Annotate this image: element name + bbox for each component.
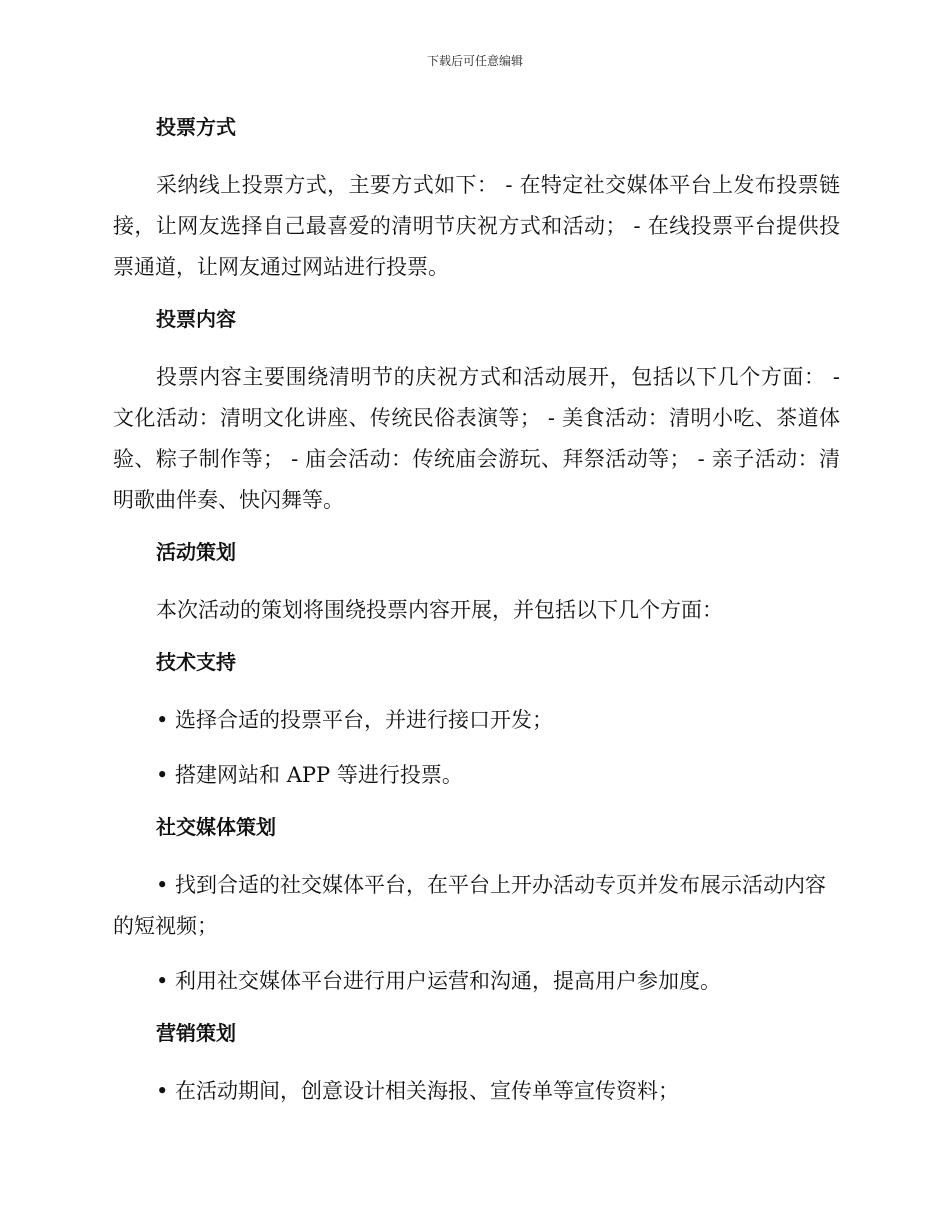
section-heading-activity-planning: 活动策划	[156, 540, 236, 564]
list-item: • 找到合适的社交媒体平台，在平台上开办活动专页并发布展示活动内容的短视频；	[113, 873, 827, 938]
section-heading-tech-support: 技术支持	[156, 650, 236, 674]
document-body	[113, 110, 840, 1126]
section-heading-social-media: 社交媒体策划	[156, 815, 276, 839]
paragraph-voting-content: 投票内容主要围绕清明节的庆祝方式和活动展开，包括以下几个方面： - 文化活动：清明文化讲座、传统民俗表演等； - 美食活动：清明小吃、茶道体验、粽子制作等； - 庙会活动：传统庙会游玩、拜祭活动等； - 亲子活动：清明歌曲伴奏、快闪舞等。	[113, 365, 840, 512]
paragraph-voting-method: 采纳线上投票方式，主要方式如下： - 在特定社交媒体平台上发布投票链接，让网友选择自己最喜爱的清明节庆祝方式和活动； - 在线投票平台提供投票通道，让网友通过网站进行投票。	[113, 173, 840, 279]
section-heading-voting-content: 投票内容	[156, 307, 236, 331]
section-heading-marketing: 营销策划	[156, 1021, 236, 1045]
list-item: • 利用社交媒体平台进行用户运营和沟通，提高用户参加度。	[156, 969, 722, 993]
list-item: • 搭建网站和 APP 等进行投票。	[156, 763, 463, 787]
page-header-note: 下载后可任意编辑	[426, 54, 523, 68]
section-heading-voting-method: 投票方式	[156, 115, 236, 139]
list-item: • 在活动期间，创意设计相关海报、宣传单等宣传资料；	[156, 1079, 680, 1103]
list-item: • 选择合适的投票平台，并进行接口开发；	[156, 708, 554, 732]
paragraph-activity-planning: 本次活动的策划将围绕投票内容开展，并包括以下几个方面：	[156, 598, 723, 622]
